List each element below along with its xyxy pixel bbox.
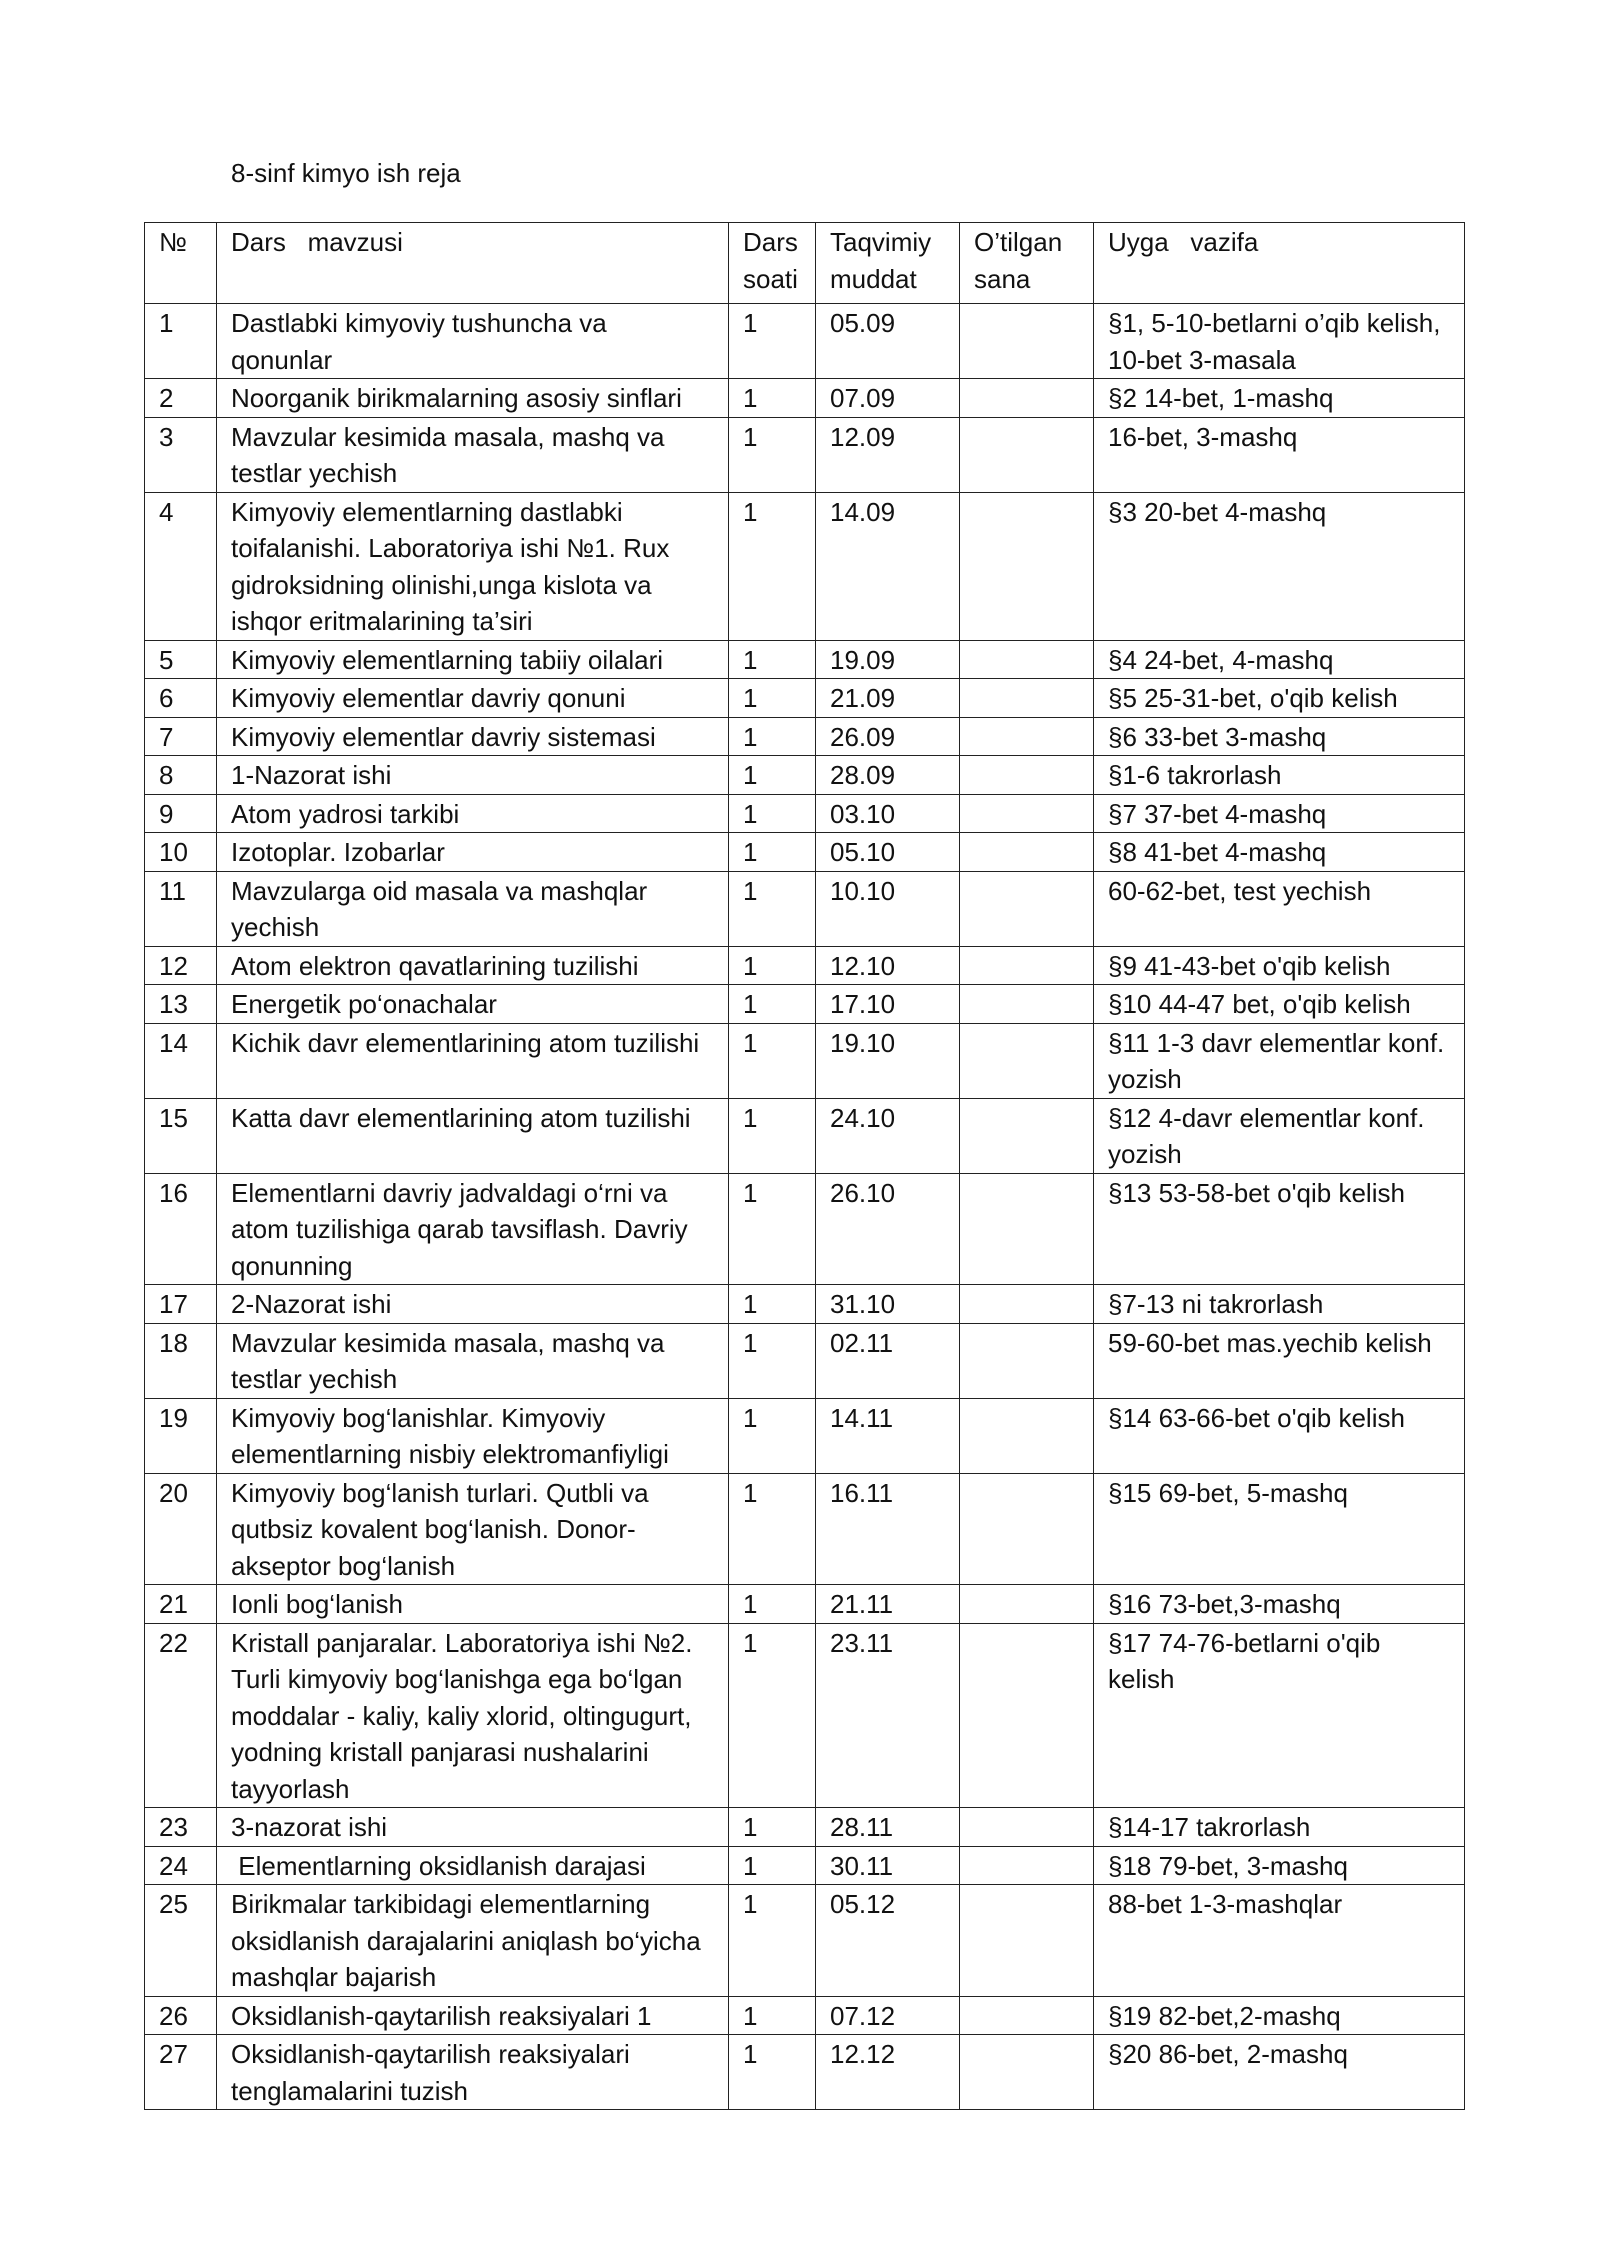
table-row xyxy=(145,1846,1465,1885)
cell-num: 10 xyxy=(145,833,217,872)
cell-done xyxy=(960,794,1094,833)
table-row xyxy=(145,1885,1465,1997)
header-done: O’tilgan sana xyxy=(960,223,1094,304)
table-row xyxy=(145,1173,1465,1285)
cell-hours: 1 xyxy=(729,946,816,985)
cell-done xyxy=(960,1808,1094,1847)
cell-date: 12.09 xyxy=(816,417,960,492)
cell-hours: 1 xyxy=(729,794,816,833)
cell-num: 21 xyxy=(145,1585,217,1624)
cell-date: 31.10 xyxy=(816,1285,960,1324)
cell-date: 14.11 xyxy=(816,1398,960,1473)
cell-topic: Energetik po‘onachalar xyxy=(217,985,729,1024)
cell-date: 12.10 xyxy=(816,946,960,985)
cell-hours: 1 xyxy=(729,417,816,492)
header-row xyxy=(145,223,1465,304)
cell-topic: Ionli bog‘lanish xyxy=(217,1585,729,1624)
cell-topic: Kimyoviy elementlar davriy sistemasi xyxy=(217,717,729,756)
cell-done xyxy=(960,985,1094,1024)
cell-homework: §12 4-davr elementlar konf. yozish xyxy=(1094,1098,1465,1173)
header-topic: Dars mavzusi xyxy=(217,223,729,304)
cell-topic: Kichik davr elementlarining atom tuzilishi xyxy=(217,1023,729,1098)
cell-topic: Kimyoviy elementlar davriy qonuni xyxy=(217,679,729,718)
cell-done xyxy=(960,304,1094,379)
cell-homework: §2 14-bet, 1-mashq xyxy=(1094,379,1465,418)
cell-done xyxy=(960,1398,1094,1473)
cell-done xyxy=(960,417,1094,492)
cell-hours: 1 xyxy=(729,1623,816,1808)
cell-homework: §4 24-bet, 4-mashq xyxy=(1094,640,1465,679)
cell-num: 20 xyxy=(145,1473,217,1585)
cell-num: 14 xyxy=(145,1023,217,1098)
table-row xyxy=(145,833,1465,872)
table-row xyxy=(145,871,1465,946)
table-row xyxy=(145,1398,1465,1473)
header-num: № xyxy=(145,223,217,304)
cell-date: 21.11 xyxy=(816,1585,960,1624)
cell-topic: Atom yadrosi tarkibi xyxy=(217,794,729,833)
cell-hours: 1 xyxy=(729,833,816,872)
cell-num: 27 xyxy=(145,2035,217,2110)
cell-num: 16 xyxy=(145,1173,217,1285)
cell-num: 13 xyxy=(145,985,217,1024)
table-row xyxy=(145,679,1465,718)
cell-topic: Oksidlanish-qaytarilish reaksiyalari 1 xyxy=(217,1996,729,2035)
cell-topic: Kimyoviy bog‘lanish turlari. Qutbli va qutbsiz kovalent bog‘lanish. Donor-akseptor bog‘lanish xyxy=(217,1473,729,1585)
cell-date: 28.11 xyxy=(816,1808,960,1847)
cell-topic: Birikmalar tarkibidagi elementlarning oksidlanish darajalarini aniqlash bo‘yicha mashqlar bajarish xyxy=(217,1885,729,1997)
cell-done xyxy=(960,871,1094,946)
cell-date: 05.10 xyxy=(816,833,960,872)
cell-date: 21.09 xyxy=(816,679,960,718)
cell-hours: 1 xyxy=(729,2035,816,2110)
cell-date: 26.10 xyxy=(816,1173,960,1285)
cell-date: 12.12 xyxy=(816,2035,960,2110)
cell-done xyxy=(960,756,1094,795)
cell-homework: §9 41-43-bet o'qib kelish xyxy=(1094,946,1465,985)
cell-topic: Kimyoviy elementlarning tabiiy oilalari xyxy=(217,640,729,679)
cell-homework: §7-13 ni takrorlash xyxy=(1094,1285,1465,1324)
table-row xyxy=(145,946,1465,985)
table-body xyxy=(145,304,1465,2110)
cell-topic: Izotoplar. Izobarlar xyxy=(217,833,729,872)
cell-date: 24.10 xyxy=(816,1098,960,1173)
cell-done xyxy=(960,1585,1094,1624)
cell-num: 8 xyxy=(145,756,217,795)
cell-num: 19 xyxy=(145,1398,217,1473)
cell-topic: Kristall panjaralar. Laboratoriya ishi №2. Turli kimyoviy bog‘lanishga ega bo‘lgan moddalar - kaliy, kaliy xlorid, oltingugurt, yodning kristall panjarasi nushalarini tayyorlash xyxy=(217,1623,729,1808)
cell-done xyxy=(960,717,1094,756)
cell-homework: §7 37-bet 4-mashq xyxy=(1094,794,1465,833)
cell-done xyxy=(960,1473,1094,1585)
cell-date: 03.10 xyxy=(816,794,960,833)
table-row xyxy=(145,756,1465,795)
cell-homework: §19 82-bet,2-mashq xyxy=(1094,1996,1465,2035)
cell-topic: Oksidlanish-qaytarilish reaksiyalari tenglamalarini tuzish xyxy=(217,2035,729,2110)
table-row xyxy=(145,1623,1465,1808)
cell-num: 22 xyxy=(145,1623,217,1808)
cell-hours: 1 xyxy=(729,1585,816,1624)
cell-hours: 1 xyxy=(729,1846,816,1885)
cell-num: 25 xyxy=(145,1885,217,1997)
cell-done xyxy=(960,946,1094,985)
cell-homework: 60-62-bet, test yechish xyxy=(1094,871,1465,946)
cell-done xyxy=(960,1323,1094,1398)
cell-topic: Kimyoviy elementlarning dastlabki toifalanishi. Laboratoriya ishi №1. Rux gidroksidning olinishi,unga kislota va ishqor eritmalarining ta’siri xyxy=(217,492,729,640)
cell-date: 14.09 xyxy=(816,492,960,640)
table-row xyxy=(145,1285,1465,1324)
cell-hours: 1 xyxy=(729,1173,816,1285)
table-row xyxy=(145,640,1465,679)
cell-num: 11 xyxy=(145,871,217,946)
cell-homework: 16-bet, 3-mashq xyxy=(1094,417,1465,492)
cell-num: 9 xyxy=(145,794,217,833)
cell-topic: Dastlabki kimyoviy tushuncha va qonunlar xyxy=(217,304,729,379)
cell-done xyxy=(960,379,1094,418)
cell-date: 19.10 xyxy=(816,1023,960,1098)
cell-num: 3 xyxy=(145,417,217,492)
cell-done xyxy=(960,492,1094,640)
cell-num: 24 xyxy=(145,1846,217,1885)
cell-homework: §5 25-31-bet, o'qib kelish xyxy=(1094,679,1465,718)
table-row xyxy=(145,2035,1465,2110)
cell-topic: 1-Nazorat ishi xyxy=(217,756,729,795)
cell-homework: §3 20-bet 4-mashq xyxy=(1094,492,1465,640)
cell-hours: 1 xyxy=(729,640,816,679)
cell-topic: Katta davr elementlarining atom tuzilishi xyxy=(217,1098,729,1173)
cell-topic: Kimyoviy bog‘lanishlar. Kimyoviy elementlarning nisbiy elektromanfiyligi xyxy=(217,1398,729,1473)
cell-hours: 1 xyxy=(729,1996,816,2035)
cell-hours: 1 xyxy=(729,304,816,379)
cell-date: 19.09 xyxy=(816,640,960,679)
cell-date: 10.10 xyxy=(816,871,960,946)
cell-hours: 1 xyxy=(729,679,816,718)
cell-done xyxy=(960,2035,1094,2110)
header-date: Taqvimiy muddat xyxy=(816,223,960,304)
cell-topic: Elementlarni davriy jadvaldagi o‘rni va atom tuzilishiga qarab tavsiflash. Davriy qonunning xyxy=(217,1173,729,1285)
cell-hours: 1 xyxy=(729,985,816,1024)
cell-num: 12 xyxy=(145,946,217,985)
cell-homework: §1, 5-10-betlarni o’qib kelish, 10-bet 3-masala xyxy=(1094,304,1465,379)
cell-num: 5 xyxy=(145,640,217,679)
cell-homework: 88-bet 1-3-mashqlar xyxy=(1094,1885,1465,1997)
cell-topic: Elementlarning oksidlanish darajasi xyxy=(217,1846,729,1885)
cell-done xyxy=(960,1623,1094,1808)
cell-date: 30.11 xyxy=(816,1846,960,1885)
cell-num: 6 xyxy=(145,679,217,718)
cell-num: 4 xyxy=(145,492,217,640)
table-row xyxy=(145,1585,1465,1624)
cell-topic: Mavzularga oid masala va mashqlar yechish xyxy=(217,871,729,946)
cell-date: 02.11 xyxy=(816,1323,960,1398)
cell-done xyxy=(960,1996,1094,2035)
cell-homework: §8 41-bet 4-mashq xyxy=(1094,833,1465,872)
table-row xyxy=(145,304,1465,379)
cell-hours: 1 xyxy=(729,1398,816,1473)
table-row xyxy=(145,492,1465,640)
cell-num: 15 xyxy=(145,1098,217,1173)
cell-date: 05.12 xyxy=(816,1885,960,1997)
cell-topic: 2-Nazorat ishi xyxy=(217,1285,729,1324)
cell-num: 7 xyxy=(145,717,217,756)
cell-date: 16.11 xyxy=(816,1473,960,1585)
cell-date: 07.09 xyxy=(816,379,960,418)
cell-topic: 3-nazorat ishi xyxy=(217,1808,729,1847)
cell-num: 1 xyxy=(145,304,217,379)
table-row xyxy=(145,1098,1465,1173)
cell-done xyxy=(960,1023,1094,1098)
cell-hours: 1 xyxy=(729,756,816,795)
cell-homework: §1-6 takrorlash xyxy=(1094,756,1465,795)
cell-homework: §6 33-bet 3-mashq xyxy=(1094,717,1465,756)
cell-homework: §16 73-bet,3-mashq xyxy=(1094,1585,1465,1624)
cell-date: 05.09 xyxy=(816,304,960,379)
cell-hours: 1 xyxy=(729,1473,816,1585)
cell-homework: 59-60-bet mas.yechib kelish xyxy=(1094,1323,1465,1398)
cell-done xyxy=(960,1885,1094,1997)
cell-date: 26.09 xyxy=(816,717,960,756)
cell-done xyxy=(960,1098,1094,1173)
page-title: 8-sinf kimyo ish reja xyxy=(231,158,461,188)
cell-date: 23.11 xyxy=(816,1623,960,1808)
table-row xyxy=(145,1023,1465,1098)
cell-topic: Atom elektron qavatlarining tuzilishi xyxy=(217,946,729,985)
header-hours: Dars soati xyxy=(729,223,816,304)
cell-done xyxy=(960,679,1094,718)
cell-done xyxy=(960,1285,1094,1324)
table-row xyxy=(145,794,1465,833)
cell-homework: §11 1-3 davr elementlar konf. yozish xyxy=(1094,1023,1465,1098)
cell-topic: Noorganik birikmalarning asosiy sinflari xyxy=(217,379,729,418)
cell-num: 26 xyxy=(145,1996,217,2035)
cell-hours: 1 xyxy=(729,1023,816,1098)
cell-hours: 1 xyxy=(729,379,816,418)
cell-hours: 1 xyxy=(729,1808,816,1847)
cell-done xyxy=(960,833,1094,872)
cell-homework: §14-17 takrorlash xyxy=(1094,1808,1465,1847)
cell-homework: §20 86-bet, 2-mashq xyxy=(1094,2035,1465,2110)
cell-hours: 1 xyxy=(729,717,816,756)
table-row xyxy=(145,1473,1465,1585)
cell-hours: 1 xyxy=(729,492,816,640)
cell-done xyxy=(960,1173,1094,1285)
cell-date: 17.10 xyxy=(816,985,960,1024)
table-row xyxy=(145,717,1465,756)
cell-num: 23 xyxy=(145,1808,217,1847)
cell-hours: 1 xyxy=(729,1285,816,1324)
cell-done xyxy=(960,640,1094,679)
table-row xyxy=(145,1323,1465,1398)
cell-homework: §10 44-47 bet, o'qib kelish xyxy=(1094,985,1465,1024)
cell-num: 17 xyxy=(145,1285,217,1324)
cell-num: 18 xyxy=(145,1323,217,1398)
lesson-plan-table xyxy=(144,222,1465,2110)
cell-hours: 1 xyxy=(729,1098,816,1173)
cell-homework: §14 63-66-bet o'qib kelish xyxy=(1094,1398,1465,1473)
cell-hours: 1 xyxy=(729,1885,816,1997)
cell-topic: Mavzular kesimida masala, mashq va testlar yechish xyxy=(217,417,729,492)
cell-homework: §18 79-bet, 3-mashq xyxy=(1094,1846,1465,1885)
table-row xyxy=(145,1808,1465,1847)
cell-date: 28.09 xyxy=(816,756,960,795)
cell-date: 07.12 xyxy=(816,1996,960,2035)
table-row xyxy=(145,417,1465,492)
table-row xyxy=(145,1996,1465,2035)
table-row xyxy=(145,985,1465,1024)
header-homework: Uyga vazifa xyxy=(1094,223,1465,304)
cell-homework: §17 74-76-betlarni o'qib kelish xyxy=(1094,1623,1465,1808)
cell-done xyxy=(960,1846,1094,1885)
cell-homework: §13 53-58-bet o'qib kelish xyxy=(1094,1173,1465,1285)
cell-num: 2 xyxy=(145,379,217,418)
table-row xyxy=(145,379,1465,418)
cell-hours: 1 xyxy=(729,871,816,946)
cell-hours: 1 xyxy=(729,1323,816,1398)
cell-topic: Mavzular kesimida masala, mashq va testlar yechish xyxy=(217,1323,729,1398)
cell-homework: §15 69-bet, 5-mashq xyxy=(1094,1473,1465,1585)
